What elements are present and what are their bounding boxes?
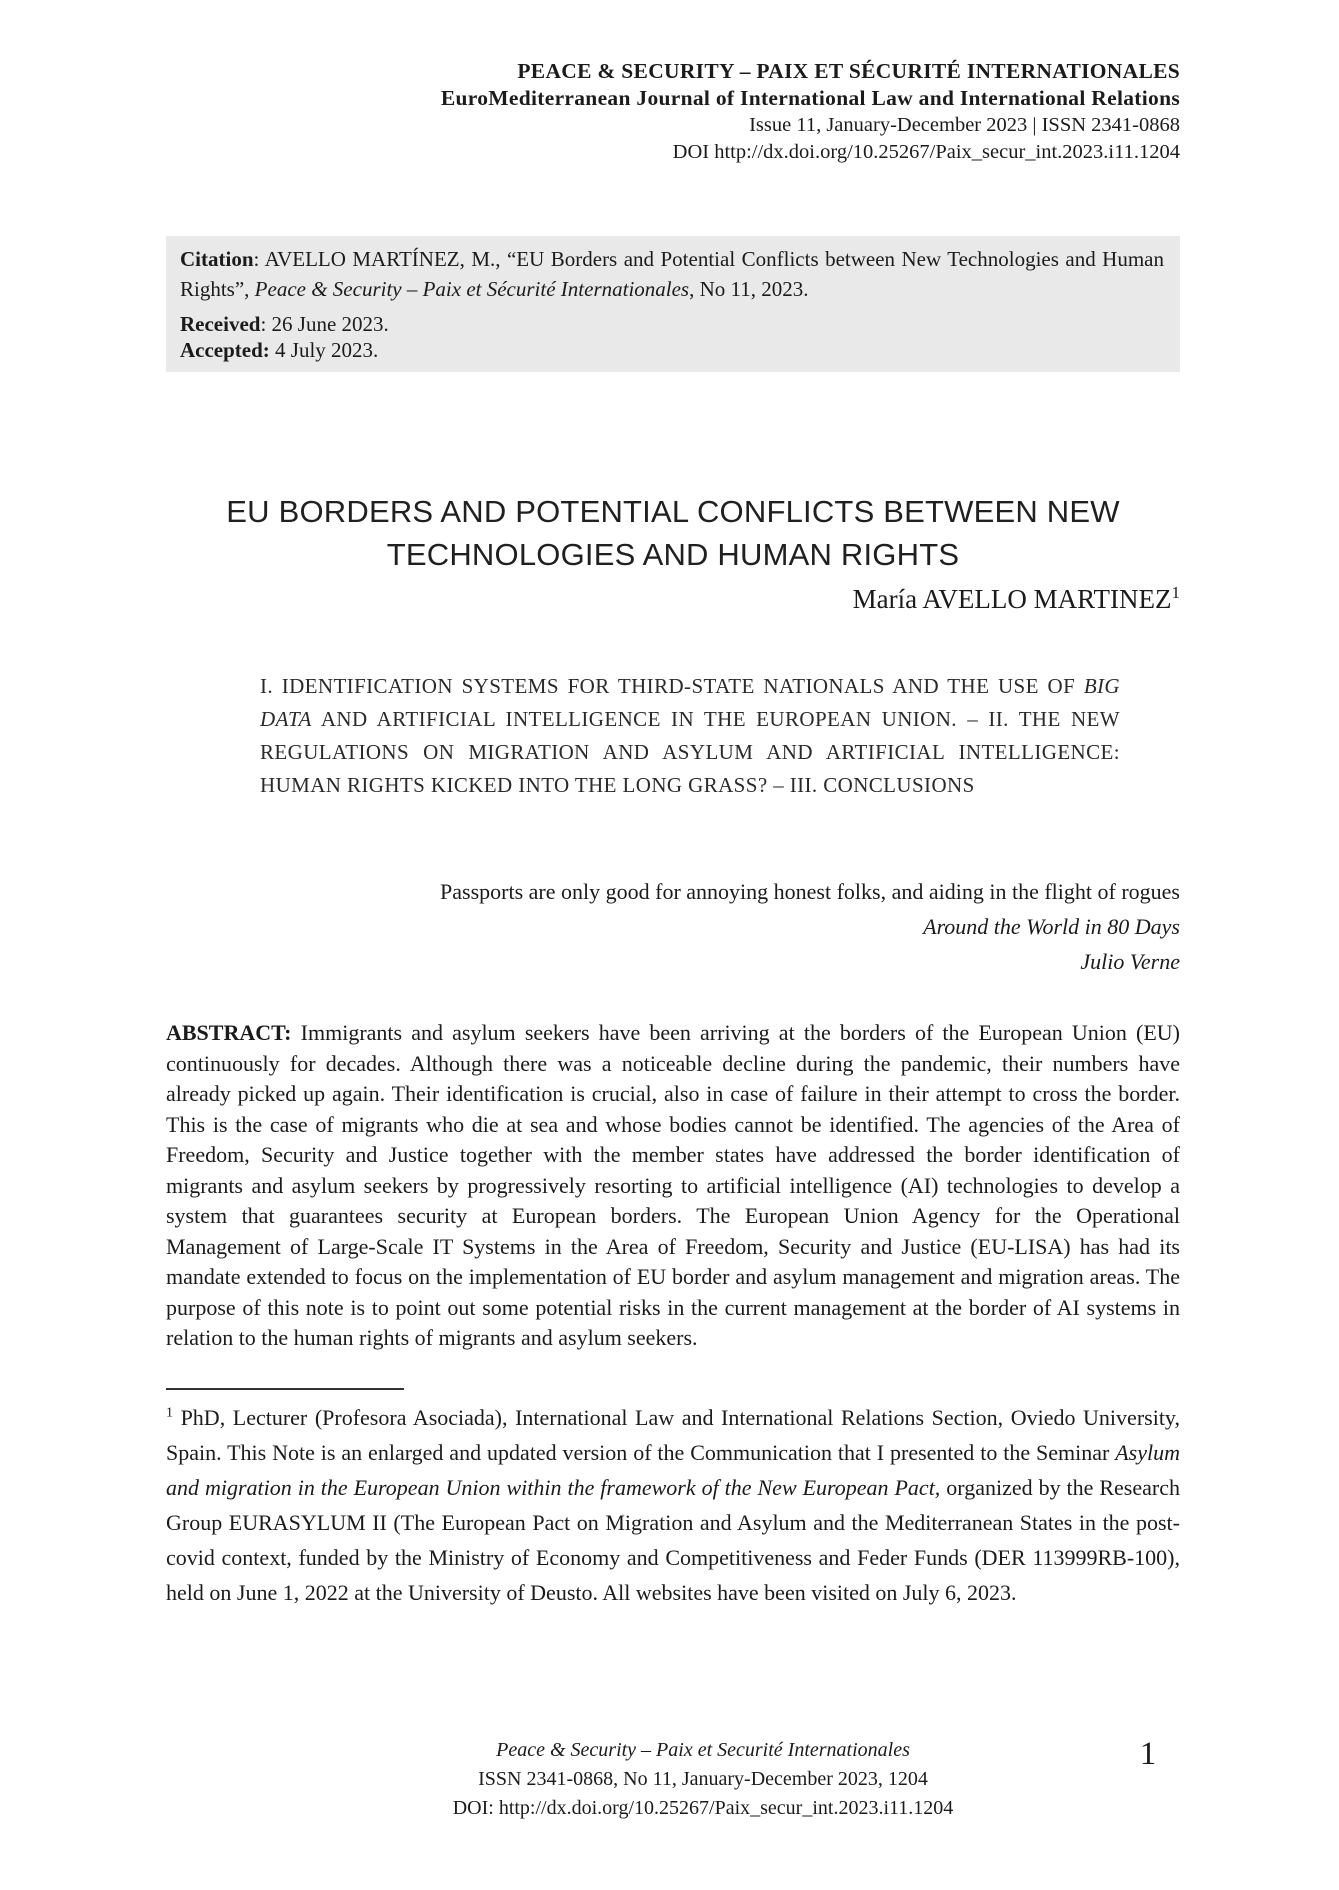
footnote-seminar-title: Asylum and migration in the European Union within the framework of the New European Pact,	[166, 1440, 1180, 1500]
header-doi-line: DOI http://dx.doi.org/10.25267/Paix_secur_int.2023.i11.1204	[672, 141, 1180, 163]
footer-issn-line: ISSN 2341-0868, No 11, January-December 2023, 1204	[478, 1768, 928, 1790]
accepted-line	[180, 337, 1164, 363]
citation-suffix: , No 11, 2023.	[689, 277, 809, 301]
footnote-text-1: PhD, Lecturer (Profesora Asociada), International Law and International Relations Section, Oviedo University, Spain. This Note is an enlarged and updated version of the Communication that I presented to the Seminar	[166, 1405, 1180, 1465]
epigraph-source: Around the World in 80 Days	[923, 914, 1180, 939]
footnote	[166, 1400, 1180, 1610]
citation-line	[180, 244, 1164, 304]
citation-label: Citation	[180, 247, 254, 271]
footnote-text-2: organized by the Research Group EURASYLUM II (The European Pact on Migration and Asylum and the Mediterranean States in the post-covid context, funded by the Ministry of Economy and Competitiveness and Feder Funds (DER 113999RB-100), held on June 1, 2022 at the University of Deusto. All websites have been visited on July 6, 2023.	[166, 1475, 1180, 1605]
journal-header	[166, 58, 1180, 166]
issue-issn-line: Issue 11, January-December 2023 | ISSN 2341-0868	[749, 114, 1180, 136]
title-line-2: TECHNOLOGIES AND HUMAN RIGHTS	[386, 537, 960, 572]
abstract	[166, 1018, 1180, 1354]
epigraph-quote: Passports are only good for annoying honest folks, and aiding in the flight of rogues	[440, 879, 1180, 904]
citation-journal-name: Peace & Security – Paix et Sécurité Internationales	[254, 277, 690, 301]
footnote-separator	[166, 1388, 404, 1390]
outline-part-1: I. IDENTIFICATION SYSTEMS FOR THIRD-STATE NATIONALS AND THE USE OF	[260, 674, 1084, 698]
abstract-text: Immigrants and asylum seekers have been arriving at the borders of the European Union (EU) continuously for decades. Although there was a noticeable decline during the pandemic, their numbers have already picked up again. Their identification is crucial, also in case of failure in their attempt to cross the border. This is the case of migrants who die at sea and whose bodies cannot be identified. The agencies of the Area of Freedom, Security and Justice together with the member states have addressed the border identification of migrants and asylum seekers by progressively resorting to artificial intelligence (AI) technologies to develop a system that guarantees security at European borders. The European Union Agency for the Operational Management of Large-Scale IT Systems in the Area of Freedom, Security and Justice (EU-LISA) has had its mandate extended to focus on the implementation of EU border and asylum management and migration areas. The purpose of this note is to point out some potential risks in the current management at the border of AI systems in relation to the human rights of migrants and asylum seekers.	[166, 1020, 1180, 1350]
article-outline	[260, 670, 1120, 802]
outline-italic: BIG DATA	[260, 674, 1120, 731]
received-value: : 26 June 2023.	[260, 312, 389, 336]
footer-journal-line: Peace & Security – Paix et Securité Internationales	[496, 1739, 910, 1761]
page-footer	[196, 1736, 1210, 1823]
epigraph-author: Julio Verne	[1080, 949, 1180, 974]
accepted-value: 4 July 2023.	[269, 338, 379, 362]
author-name: María AVELLO MARTINEZ	[852, 584, 1172, 614]
abstract-label: ABSTRACT:	[166, 1020, 292, 1045]
author-footnote-ref: 1	[1171, 583, 1180, 602]
epigraph	[166, 874, 1180, 979]
journal-title: PEACE & SECURITY – PAIX ET SÉCURITÉ INTERNATIONALES	[517, 59, 1180, 83]
page-number: 1	[1139, 1736, 1157, 1772]
citation-box	[166, 236, 1180, 372]
author-line	[166, 584, 1180, 615]
received-label: Received	[180, 312, 261, 336]
title-line-1: EU BORDERS AND POTENTIAL CONFLICTS BETWEEN NEW	[226, 494, 1120, 529]
footnote-ref: 1	[166, 1405, 173, 1421]
journal-subtitle: EuroMediterranean Journal of International Law and International Relations	[440, 86, 1180, 110]
footer-doi-line: DOI: http://dx.doi.org/10.25267/Paix_secur_int.2023.i11.1204	[452, 1797, 954, 1819]
article-title	[166, 490, 1180, 576]
outline-part-2: AND ARTIFICIAL INTELLIGENCE IN THE EUROPEAN UNION. – II. THE NEW REGULATIONS ON MIGRATION AND ASYLUM AND ARTIFICIAL INTELLIGENCE: HUMAN RIGHTS KICKED INTO THE LONG GRASS? – III. CONCLUSIONS	[260, 707, 1120, 797]
accepted-label: Accepted:	[180, 338, 270, 362]
received-line	[180, 311, 1164, 337]
citation-text: : AVELLO MARTÍNEZ, M., “EU Borders and Potential Conflicts between New Technologies and Human Rights”,	[180, 247, 1164, 301]
